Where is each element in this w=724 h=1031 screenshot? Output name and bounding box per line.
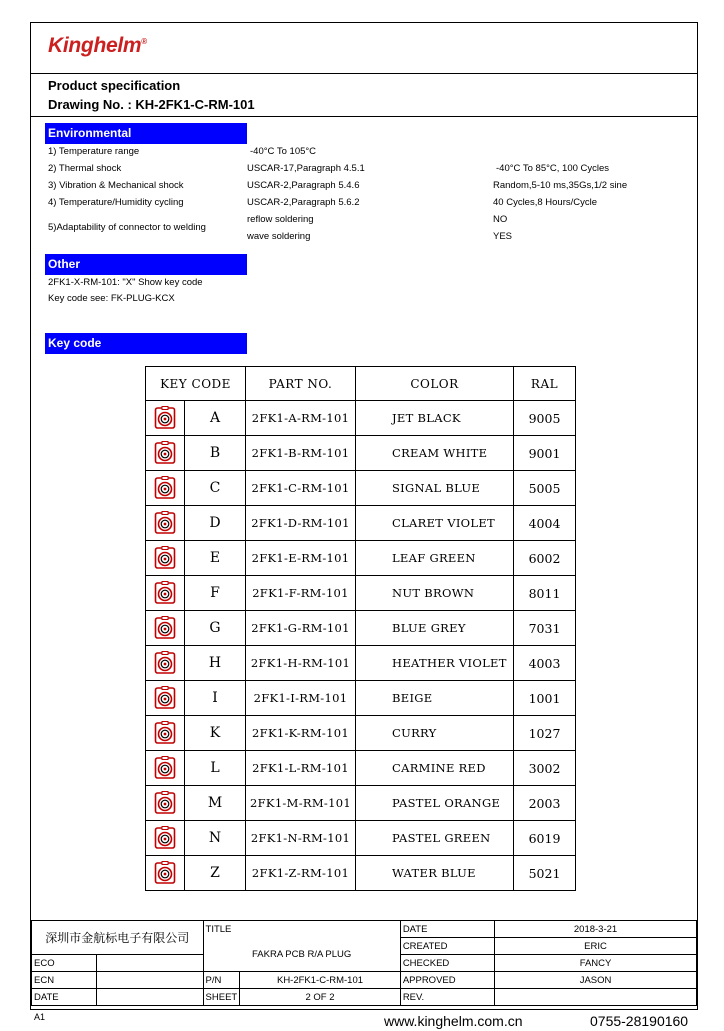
part-no-cell: 2FK1-Z-RM-101 xyxy=(246,856,356,891)
approved-label: APPROVED xyxy=(400,972,494,989)
header-part-no: PART NO. xyxy=(246,367,356,401)
ral-cell: 9005 xyxy=(514,401,576,436)
part-no-cell: 2FK1-F-RM-101 xyxy=(246,576,356,611)
ral-cell: 9001 xyxy=(514,436,576,471)
key-table-row xyxy=(146,471,576,506)
key-code-cell: K xyxy=(185,716,246,751)
part-no-cell: 2FK1-H-RM-101 xyxy=(246,646,356,681)
color-cell: JET BLACK xyxy=(356,401,514,436)
env-cond-humidity: 40 Cycles,8 Hours/Cycle xyxy=(493,197,598,208)
env-reflow-value: NO xyxy=(493,214,508,225)
part-no-cell: 2FK1-E-RM-101 xyxy=(246,541,356,576)
connector-key-icon xyxy=(146,541,185,576)
sheet-label: SHEET xyxy=(203,989,240,1006)
ral-cell: 4003 xyxy=(514,646,576,681)
kinghelm-logo: Kinghelm® xyxy=(48,34,147,57)
phone-number: 0755-28190160 xyxy=(590,1013,689,1029)
connector-key-icon xyxy=(146,786,185,821)
section-other: Other xyxy=(45,254,247,275)
ral-cell: 7031 xyxy=(514,611,576,646)
part-no-cell: 2FK1-G-RM-101 xyxy=(246,611,356,646)
color-cell: CREAM WHITE xyxy=(356,436,514,471)
title-value: FAKRA PCB R/A PLUG xyxy=(203,938,400,972)
part-no-cell: 2FK1-K-RM-101 xyxy=(246,716,356,751)
key-code-cell: A xyxy=(185,401,246,436)
key-table-header xyxy=(146,367,576,401)
ral-cell: 1027 xyxy=(514,716,576,751)
connector-key-icon xyxy=(146,436,185,471)
key-table-row xyxy=(146,541,576,576)
ecn-value xyxy=(96,972,203,989)
key-table-row xyxy=(146,436,576,471)
ral-cell: 6002 xyxy=(514,541,576,576)
key-table-row xyxy=(146,401,576,436)
header-divider-2 xyxy=(30,116,698,117)
color-cell: BEIGE xyxy=(356,681,514,716)
env-reflow: reflow soldering xyxy=(247,214,314,225)
connector-key-icon xyxy=(146,856,185,891)
header-key-code: KEY CODE xyxy=(146,367,246,401)
env-label-humidity: 4) Temperature/Humidity cycling xyxy=(48,197,184,208)
section-environmental: Environmental xyxy=(45,123,247,144)
checked-label: CHECKED xyxy=(400,955,494,972)
key-code-table xyxy=(145,366,576,891)
sheet-value: 2 OF 2 xyxy=(240,989,401,1006)
part-no-cell: 2FK1-A-RM-101 xyxy=(246,401,356,436)
connector-key-icon xyxy=(146,821,185,856)
other-line-1: 2FK1-X-RM-101: "X" Show key code xyxy=(48,277,203,288)
paper-size: A1 xyxy=(34,1012,46,1022)
color-cell: BLUE GREY xyxy=(356,611,514,646)
section-key-code: Key code xyxy=(45,333,247,354)
color-cell: SIGNAL BLUE xyxy=(356,471,514,506)
env-std-humidity: USCAR-2,Paragraph 5.6.2 xyxy=(247,197,360,208)
env-value-temp: -40°C To 105°C xyxy=(250,146,317,157)
date-left-label: DATE xyxy=(32,989,97,1006)
title-block xyxy=(31,920,697,1006)
part-no-cell: 2FK1-N-RM-101 xyxy=(246,821,356,856)
approved-value: JASON xyxy=(495,972,697,989)
ral-cell: 8011 xyxy=(514,576,576,611)
created-value: ERIC xyxy=(495,938,697,955)
key-code-cell: G xyxy=(185,611,246,646)
key-table-row xyxy=(146,506,576,541)
pn-value: KH-2FK1-C-RM-101 xyxy=(240,972,401,989)
ecn-label: ECN xyxy=(32,972,97,989)
color-cell: HEATHER VIOLET xyxy=(356,646,514,681)
eco-label: ECO xyxy=(32,955,97,972)
env-cond-vibration: Random,5-10 ms,35Gs,1/2 sine xyxy=(493,180,628,191)
color-cell: PASTEL GREEN xyxy=(356,821,514,856)
env-std-vibration: USCAR-2,Paragraph 5.4.6 xyxy=(247,180,360,191)
key-table-row xyxy=(146,821,576,856)
color-cell: WATER BLUE xyxy=(356,856,514,891)
connector-key-icon xyxy=(146,576,185,611)
rev-value xyxy=(495,989,697,1006)
env-wave: wave soldering xyxy=(247,231,311,242)
key-table-row xyxy=(146,646,576,681)
eco-value xyxy=(96,955,203,972)
key-code-cell: L xyxy=(185,751,246,786)
env-std-thermal: USCAR-17,Paragraph 4.5.1 xyxy=(247,163,365,174)
part-no-cell: 2FK1-I-RM-101 xyxy=(246,681,356,716)
env-label-thermal: 2) Thermal shock xyxy=(48,163,122,174)
key-table-row xyxy=(146,856,576,891)
key-code-cell: Z xyxy=(185,856,246,891)
header-ral: RAL xyxy=(514,367,576,401)
website-link[interactable]: www.kinghelm.com.cn xyxy=(384,1013,523,1029)
key-code-cell: N xyxy=(185,821,246,856)
ral-cell: 4004 xyxy=(514,506,576,541)
color-cell: CLARET VIOLET xyxy=(356,506,514,541)
part-no-cell: 2FK1-C-RM-101 xyxy=(246,471,356,506)
env-label-welding: 5)Adaptability of connector to welding xyxy=(48,222,206,233)
key-table-row xyxy=(146,681,576,716)
connector-key-icon xyxy=(146,646,185,681)
key-table-row xyxy=(146,576,576,611)
connector-key-icon xyxy=(146,506,185,541)
company-name: 深圳市金航标电子有限公司 xyxy=(32,921,204,955)
key-code-cell: I xyxy=(185,681,246,716)
pn-label: P/N xyxy=(203,972,240,989)
color-cell: LEAF GREEN xyxy=(356,541,514,576)
date-value: 2018-3-21 xyxy=(495,921,697,938)
created-label: CREATED xyxy=(400,938,494,955)
env-label-vibration: 3) Vibration & Mechanical shock xyxy=(48,180,184,191)
checked-value: FANCY xyxy=(495,955,697,972)
ral-cell: 6019 xyxy=(514,821,576,856)
env-wave-value: YES xyxy=(493,231,513,242)
key-table-row xyxy=(146,716,576,751)
part-no-cell: 2FK1-D-RM-101 xyxy=(246,506,356,541)
connector-key-icon xyxy=(146,611,185,646)
ral-cell: 3002 xyxy=(514,751,576,786)
part-no-cell: 2FK1-L-RM-101 xyxy=(246,751,356,786)
header-divider xyxy=(30,73,698,74)
part-no-cell: 2FK1-M-RM-101 xyxy=(246,786,356,821)
date-label: DATE xyxy=(400,921,494,938)
color-cell: CURRY xyxy=(356,716,514,751)
connector-key-icon xyxy=(146,681,185,716)
connector-key-icon xyxy=(146,401,185,436)
connector-key-icon xyxy=(146,751,185,786)
ral-cell: 5005 xyxy=(514,471,576,506)
date-left-value xyxy=(96,989,203,1006)
ral-cell: 5021 xyxy=(514,856,576,891)
page-title: Product specification xyxy=(48,78,181,93)
color-cell: NUT BROWN xyxy=(356,576,514,611)
title-label: TITLE xyxy=(203,921,400,938)
ral-cell: 2003 xyxy=(514,786,576,821)
key-table-row xyxy=(146,751,576,786)
env-label-temp: 1) Temperature range xyxy=(48,146,140,157)
color-cell: PASTEL ORANGE xyxy=(356,786,514,821)
key-table-row xyxy=(146,786,576,821)
connector-key-icon xyxy=(146,471,185,506)
connector-key-icon xyxy=(146,716,185,751)
key-code-cell: B xyxy=(185,436,246,471)
key-table-row xyxy=(146,611,576,646)
header-color: COLOR xyxy=(356,367,514,401)
key-code-cell: M xyxy=(185,786,246,821)
key-code-cell: E xyxy=(185,541,246,576)
env-cond-thermal: -40°C To 85°C, 100 Cycles xyxy=(496,163,610,174)
drawing-number: Drawing No. : KH-2FK1-C-RM-101 xyxy=(48,97,255,112)
ral-cell: 1001 xyxy=(514,681,576,716)
key-code-cell: F xyxy=(185,576,246,611)
key-code-cell: H xyxy=(185,646,246,681)
color-cell: CARMINE RED xyxy=(356,751,514,786)
rev-label: REV. xyxy=(400,989,494,1006)
part-no-cell: 2FK1-B-RM-101 xyxy=(246,436,356,471)
other-line-2: Key code see: FK-PLUG-KCX xyxy=(48,293,175,304)
key-code-cell: D xyxy=(185,506,246,541)
key-code-cell: C xyxy=(185,471,246,506)
